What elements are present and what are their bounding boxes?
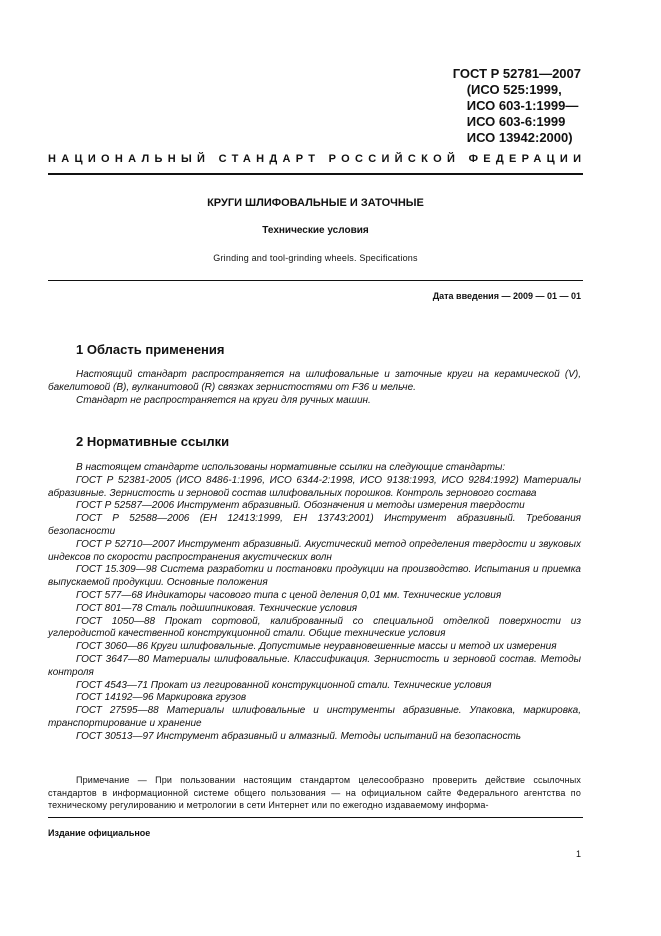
reference-item: ГОСТ Р 52710—2007 Инструмент абразивный. Акустический метод определения твердости и звуковых индексов по скорости распространения акустических волн <box>48 538 581 563</box>
reference-item: ГОСТ Р 52588—2006 (ЕН 12413:1999, ЕН 13743:2001) Инструмент абразивный. Требования безопасности <box>48 513 581 537</box>
reference-item: ГОСТ Р 52381-2005 (ИСО 8486-1:1996, ИСО 6344-2:1998, ИСО 9138:1993, ИСО 9284:1992) Материалы абразивные. Зернистость и зерновой состав шлифовальных порошков. Контроль зернового состава <box>48 474 581 499</box>
section-1-body <box>48 369 581 407</box>
paragraph: Стандарт не распространяется на круги для ручных машин. <box>76 394 371 406</box>
iso-reference-3: ИСО 603-6:1999 <box>466 114 566 129</box>
reference-item: ГОСТ 30513—97 Инструмент абразивный и алмазный. Методы испытаний на безопасность <box>76 730 522 742</box>
document-title: КРУГИ ШЛИФОВАЛЬНЫЕ И ЗАТОЧНЫЕ <box>207 197 424 209</box>
iso-reference-1: (ИСО 525:1999, <box>466 82 562 97</box>
footer-rule <box>48 817 583 818</box>
introduction-date: Дата введения — 2009 — 01 — 01 <box>432 291 581 301</box>
header-rule <box>48 173 583 175</box>
reference-item: ГОСТ 27595—88 Материалы шлифовальные и инструменты абразивные. Упаковка, маркировка, транспортирование и хранение <box>48 705 581 729</box>
page-number: 1 <box>575 849 581 859</box>
reference-item: ГОСТ 4543—71 Прокат из легированной конструкционной стали. Технические условия <box>76 679 492 691</box>
reference-item: ГОСТ 577—68 Индикаторы часового типа с ценой деления 0,01 мм. Технические условия <box>76 589 502 601</box>
reference-item: ГОСТ 15.309—98 Система разработки и постановки продукции на производство. Испытания и приемка выпускаемой продукции. Основные положения <box>48 564 581 589</box>
paragraph: В настоящем стандарте использованы нормативные ссылки на следующие стандарты: <box>76 462 506 473</box>
section-1-heading: 1 Область применения <box>76 342 225 357</box>
title-rule <box>48 280 583 281</box>
reference-item: ГОСТ 14192—96 Маркировка грузов <box>76 692 247 704</box>
reference-item: ГОСТ 1050—88 Прокат сортовой, калиброванный со специальной отделкой поверхности из углеродистой качественной конструкционной стали. Общие технические условия <box>48 615 581 640</box>
iso-reference-2: ИСО 603-1:1999— <box>466 98 579 113</box>
reference-item: ГОСТ 3060—86 Круги шлифовальные. Допустимые неуравновешенные массы и метод их измерения <box>76 641 557 653</box>
section-2-body <box>48 462 581 744</box>
section-2-heading: 2 Нормативные ссылки <box>76 434 230 449</box>
edition-label: Издание официальное <box>48 828 151 838</box>
iso-reference-4: ИСО 13942:2000) <box>466 130 573 145</box>
national-standard-banner: НАЦИОНАЛЬНЫЙ СТАНДАРТ РОССИЙСКОЙ ФЕДЕРАЦИИ <box>48 153 587 165</box>
paragraph: Настоящий стандарт распространяется на шлифовальные и заточные круги на керамической (V), бакелитовой (В), вулканитовой (R) связках зернистостями от F36 и мельче. <box>48 369 581 393</box>
reference-item: ГОСТ 801—78 Сталь подшипниковая. Технические условия <box>76 602 358 614</box>
reference-item: ГОСТ Р 52587—2006 Инструмент абразивный. Обозначения и методы измерения твердости <box>76 500 525 512</box>
document-subtitle: Технические условия <box>262 225 369 236</box>
english-title: Grinding and tool-grinding wheels. Specifications <box>213 253 418 263</box>
standard-designation <box>453 66 581 146</box>
reference-item: ГОСТ 3647—80 Материалы шлифовальные. Классификация. Зернистость и зерновой состав. Методы контроля <box>48 653 581 678</box>
standard-number: ГОСТ Р 52781—2007 <box>452 66 581 81</box>
note: Примечание — При пользовании настоящим стандартом целесообразно проверить действие ссылочных стандартов в информационной системе общего пользования — на официальном сайте Федерального агентства по техническому регулированию и метрологии в сети Интернет или по ежегодно издаваемому информа- <box>48 775 581 810</box>
